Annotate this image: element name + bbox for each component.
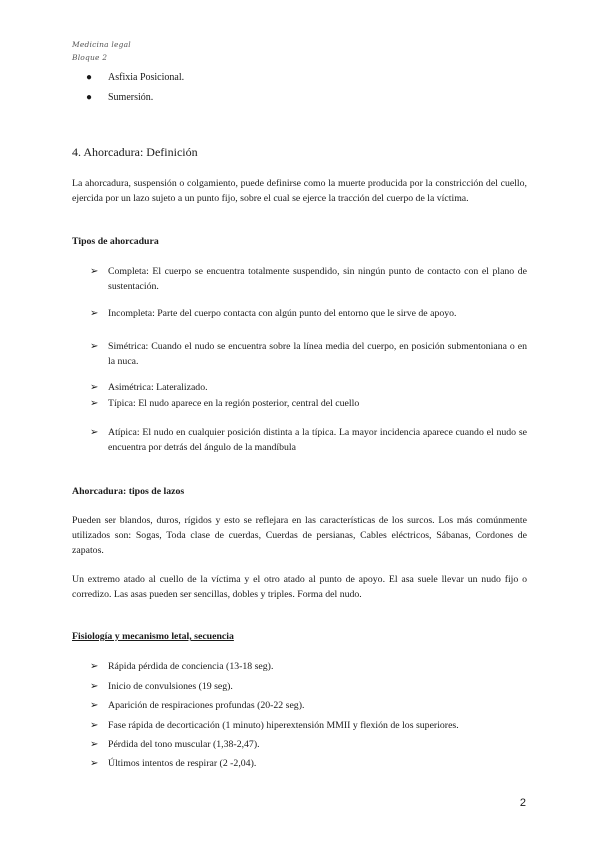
definition-paragraph: La ahorcadura, suspensión o colgamiento, puede definirse como la muerte producida por la constricción del cuello, ejercida por un lazo sujeto a un punto fijo, sobre el cual se ejerce la tracción del cuerpo de la víctima. xyxy=(72,178,527,204)
section-title: 4. Ahorcadura: Definición xyxy=(72,145,198,159)
list-item xyxy=(86,92,153,103)
list-item xyxy=(86,72,184,83)
header-subject: Medicina legal xyxy=(72,40,131,49)
arrow-bullet-icon: ➢ xyxy=(90,382,99,393)
lazos-paragraph-1: Pueden ser blandos, duros, rígidos y esto se reflejara en las características de los surcos. Los más comúnmente utilizados son: Sogas, Toda clase de cuerdas, Cuerdas de persianas, Cables eléctricos, Sábanas, Cordones de zapatos. xyxy=(72,515,527,556)
page-number: 2 xyxy=(519,797,526,809)
arrow-bullet-icon: ➢ xyxy=(90,308,99,319)
arrow-bullet-icon: ➢ xyxy=(90,427,99,438)
list-item: ➢ Completa: El cuerpo se encuentra totalmente suspendido, sin ningún punto de contacto con el plano de sustentación. xyxy=(90,266,527,292)
arrow-bullet-icon: ➢ xyxy=(90,739,99,750)
list-item-text: Asfixia Posicional. xyxy=(108,72,185,83)
fisiologia-heading: Fisiología y mecanismo letal, secuencia xyxy=(72,631,234,642)
list-item: ➢ Inicio de convulsiones (19 seg). xyxy=(90,681,233,692)
list-item: ➢ Rápida pérdida de conciencia (13-18 seg). xyxy=(90,661,274,672)
list-item: ➢ Fase rápida de decorticación (1 minuto) hiperextensión MMII y flexión de los superiores. xyxy=(90,720,459,731)
tipos-heading: Tipos de ahorcadura xyxy=(72,236,159,247)
list-item-text: Sumersión. xyxy=(108,92,154,103)
header-block: Bloque 2 xyxy=(72,53,108,62)
arrow-bullet-icon: ➢ xyxy=(90,681,99,692)
arrow-bullet-icon: ➢ xyxy=(90,661,99,672)
arrow-bullet-icon: ➢ xyxy=(90,720,99,731)
arrow-bullet-icon: ➢ xyxy=(90,700,99,711)
list-item: ➢ Aparición de respiraciones profundas (20-22 seg). xyxy=(90,700,305,711)
list-item: ➢ Incompleta: Parte del cuerpo contacta con algún punto del entorno que le sirve de apoyo. xyxy=(90,308,457,319)
list-item: ➢ Atípica: El nudo en cualquier posición distinta a la típica. La mayor incidencia aparece cuando el nudo se encuentra por detrás del ángulo de la mandíbula xyxy=(90,427,527,453)
lazos-paragraph-2: Un extremo atado al cuello de la víctima y el otro atado al punto de apoyo. El asa suele llevar un nudo fijo o corredizo. Las asas pueden ser sencillas, dobles y triples. Forma del nudo. xyxy=(72,574,527,600)
list-item: ➢ Simétrica: Cuando el nudo se encuentra sobre la línea media del cuerpo, en posición submentoniana o en la nuca. xyxy=(90,341,527,367)
bullet-icon: ● xyxy=(86,92,93,103)
arrow-bullet-icon: ➢ xyxy=(90,398,99,409)
arrow-bullet-icon: ➢ xyxy=(90,341,99,352)
list-item: ➢ Pérdida del tono muscular (1,38-2,47). xyxy=(90,739,260,750)
list-item: ➢ Típica: El nudo aparece en la región posterior, central del cuello xyxy=(90,398,360,409)
bullet-icon: ● xyxy=(86,72,93,83)
arrow-bullet-icon: ➢ xyxy=(90,266,99,277)
list-item: ➢ Asimétrica: Lateralizado. xyxy=(90,382,208,393)
arrow-bullet-icon: ➢ xyxy=(90,758,99,769)
lazos-heading: Ahorcadura: tipos de lazos xyxy=(72,486,185,497)
list-item: ➢ Últimos intentos de respirar (2 -2,04). xyxy=(90,758,257,769)
